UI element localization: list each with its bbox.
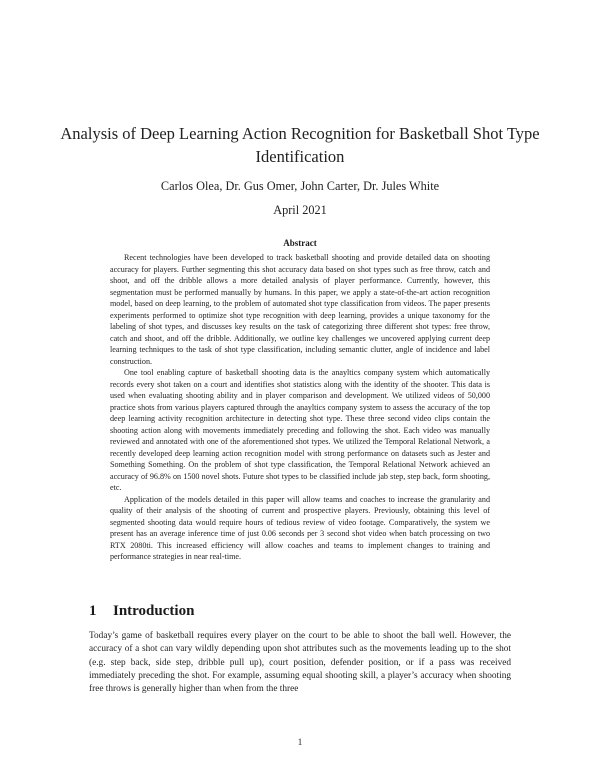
abstract-heading: Abstract: [283, 238, 317, 248]
section-heading-introduction: [89, 603, 194, 620]
section-title: Introduction: [113, 603, 195, 619]
abstract-paragraph: Recent technologies have been developed to track basketball shooting and provide detailed data on shooting accuracy for players. Further segmenting this shot accuracy data based on shot types such as free throw, catch and shoot, and off the dribble allows a more detailed analysis of player performance. Currently, however, this segmentation must be performed manually by humans. In this paper, we apply a state-of-the-art action recognition model, based on deep learning, to the problem of automated shot type classification from videos. The paper presents experiments performed to optimize shot type recognition with deep learning, provides a unique taxonomy for the labeling of shot types, and discusses key results on the task of categorizing three different shot types: free throw, catch and shoot, and off the dribble. Additionally, we outline key challenges we uncovered applying current deep learning techniques to the task of shot type classification, including semantic clutter, angle of incidence and label construction.: [110, 253, 490, 366]
paper-title: Analysis of Deep Learning Action Recognition for Basketball Shot Type Identification: [60, 124, 540, 166]
paper-authors: Carlos Olea, Dr. Gus Omer, John Carter, Dr. Jules White: [160, 179, 440, 193]
abstract-body: [110, 252, 490, 563]
paper-date: April 2021: [273, 203, 327, 217]
page-number: 1: [297, 737, 303, 747]
section-number: 1: [89, 603, 97, 619]
abstract-paragraph: Application of the models detailed in this paper will allow teams and coaches to increase the granularity and quality of their analysis of the shooting of current and prospective players. Previously, obtaining this level of segmented shooting data would require hours of tedious review of video footage. Comparatively, the system we present has an average inference time of just 0.06 seconds per 3 second shot video when batch processing on two RTX 2080ti. This increased efficiency will allow coaches and teams to implement changes to training and performance strategies in near real-time.: [110, 494, 490, 561]
introduction-body: [89, 630, 511, 696]
abstract-paragraph: One tool enabling capture of basketball shooting data is the anayltics company system which automatically records every shot taken on a court and identifies shot statistics along with the identity of the shooter. This data is used when evaluating shooting ability and in player comparison and development. We utilized videos of 50,000 practice shots from various players captured through the anayltics company system to assess the accuracy of the top deep learning activity recognition architecture in detecting shot type. These three second video clips contain the shooting action along with movements immediately preceding and following the shot. Each video was manually reviewed and annotated with one of the aforementioned shot types. We utilized the Temporal Relational Network, a recently developed deep learning action recognition model with strong performance on datasets such as Jester and Something Something. On the problem of shot type classification, the Temporal Relational Network achieved an accuracy of 96.8% on 1500 novel shots. Future shot types to be classified include jab step, step back, form shooting, etc.: [110, 368, 490, 492]
introduction-paragraph: Today’s game of basketball requires every player on the court to be able to shoot the ball well. However, the accuracy of a shot can vary wildly depending upon shot attributes such as the movements leading up to the shot (e.g. step back, side step, dribble pull up), court position, defender position, or if a pass was received immediately preceding the shot. For example, assuming equal shooting skill, a player’s accuracy when shooting free throws is generally higher than when from the three: [89, 631, 511, 695]
